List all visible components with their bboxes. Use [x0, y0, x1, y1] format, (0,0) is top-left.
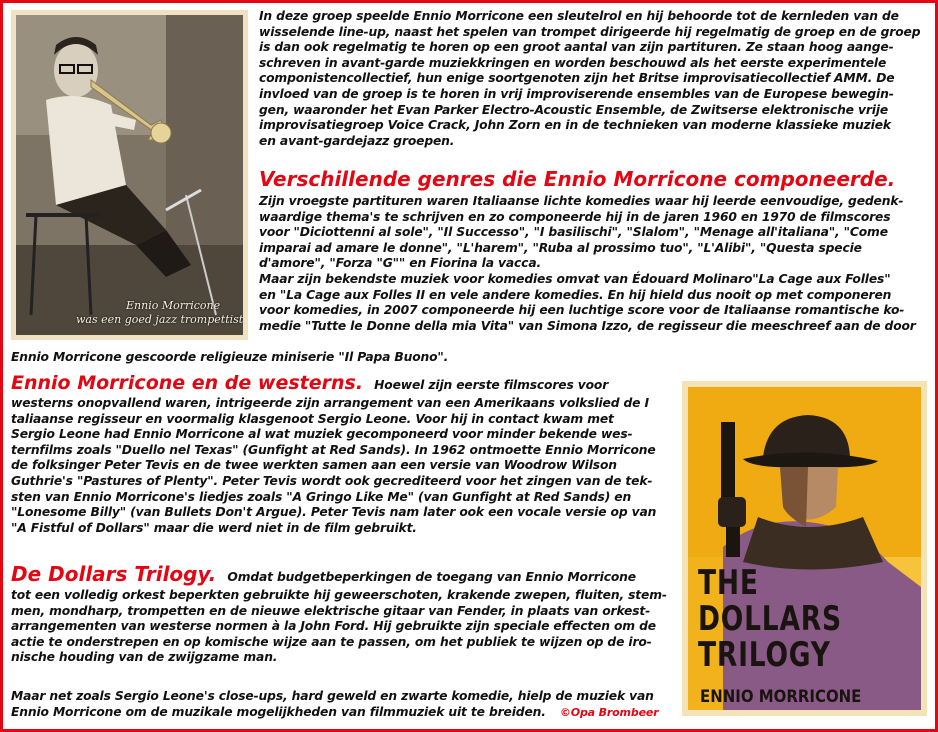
intro-line: improvisatiegroep Voice Crack, John Zorn en in de technieken van moderne klassieke muziek [259, 118, 891, 133]
westerns-line: Sergio Leone had Ennio Morricone al wat muziek gecomponeerd voor minder bekende wes- [11, 427, 633, 442]
dollars-line: actie te onderstrepen en op komische wijze aan te passen, om het publiek te wijzen op de iro- [11, 634, 652, 649]
closing-line2-row [11, 705, 679, 721]
genres-line: Zijn vroegste partituren waren Italiaanse lichte komedies waar hij leerde eenvoudige, gedenk- [259, 194, 904, 208]
closing-line2: Ennio Morricone om de muzikale mogelijkheden van filmmuziek uit te breiden. [11, 704, 546, 719]
closing-line1: Maar net zoals Sergio Leone's close-ups, hard geweld en zwarte komedie, hielp de muziek van [11, 689, 654, 703]
genres-line: waardige thema's te schrijven en zo componeerde hij in de jaren 1960 en 1970 de filmscores [259, 209, 891, 224]
westerns-line: taliaanse regisseur en voormalig klasgenoot Sergio Leone. Voor hij in contact kwam met [11, 411, 614, 426]
intro-paragraph [259, 9, 931, 149]
westerns-line: "Lonesome Billy" (van Bullets Don't Argue). Peter Tevis nam later ook een vocale versie op van [11, 505, 657, 520]
dollars-line: nische houding van de zwijgzame man. [11, 650, 278, 665]
intro-line: wisselende line-up, naast het spelen van trompet dirigeerde hij regelmatig de groep en de groep [259, 24, 921, 39]
genres-line: Ennio Morricone gescoorde religieuze miniserie "Il Papa Buono". [11, 350, 449, 364]
genres-line: medie "Tutte le Donne della mia Vita" van Simona Izzo, de regisseur die meeschreef aan de door [259, 318, 916, 333]
photo-image [16, 15, 243, 335]
intro-line: schreven in avant-garde muziekkringen en worden beschouwd als het eerste experimentele [259, 55, 887, 70]
westerns-line: "A Fistful of Dollars" maar die werd niet in de film gebruikt. [11, 520, 417, 535]
photo-caption-line1: Ennio Morricone [126, 299, 221, 312]
dollars-line: arrangementen van westerse normen à la John Ford. Hij gebruikte zijn speciale effecten om de [11, 619, 656, 634]
poster-subtitle: ENNIO MORRICONE [700, 687, 862, 707]
westerns-heading: Ennio Morricone en de westerns. [11, 372, 364, 394]
westerns-paragraph [11, 396, 679, 536]
poster-title-line2: DOLLARS [698, 599, 842, 639]
genres-line: en "La Cage aux Folles II en vele andere komedies. En hij hield dus nooit op met componeren [259, 287, 892, 302]
morricone-trumpet-photo [11, 10, 248, 340]
closing-paragraph [11, 689, 679, 720]
westerns-line: westerns onopvallend waren, intrigeerde zijn arrangement van een Amerikaans volkslied de I [11, 396, 649, 410]
dollars-heading-row [11, 561, 679, 587]
photo-caption-line2: was een goed jazz trompettist [76, 313, 243, 326]
copyright-mark: ©Opa Brombeer [559, 705, 659, 719]
intro-line: invloed van de groep is te horen in vrij improviserende ensembles van de Europese bewegin- [259, 86, 894, 101]
genres-line: voor komedies, in 2007 componeerde hij een luchtige score voor de Italiaanse romantische ko- [259, 303, 905, 318]
dollars-line: men, mondharp, trompetten en de nieuwe elektrische gitaar van Fender, in plaats van orkest- [11, 603, 651, 618]
westerns-first-line: Hoewel zijn eerste filmscores voor [374, 378, 609, 392]
dollars-first-line: Omdat budgetbeperkingen de toegang van Ennio Morricone [227, 570, 636, 584]
westerns-line: de folksinger Peter Tevis en de twee werkten samen aan een versie van Woodrow Wilson [11, 458, 617, 473]
genres-heading: Verschillende genres die Ennio Morricone componeerde. [259, 167, 896, 191]
poster-title-line1: THE [698, 563, 759, 603]
dollars-trilogy-poster [682, 381, 927, 716]
poster-image [688, 387, 921, 710]
genres-paragraph [259, 194, 931, 334]
trumpet-player-illustration [16, 15, 243, 335]
dollars-line: tot een volledig orkest beperkten gebruikte hij geweerschoten, krakende zwepen, fluiten, stem- [11, 588, 667, 602]
dollars-paragraph [11, 588, 679, 666]
westerns-line: Guthrie's "Pastures of Plenty". Peter Tevis wordt ook gecrediteerd voor het zingen van de tek- [11, 473, 653, 488]
genres-line: Maar zijn bekendste muziek voor komedies omvat van Édouard Molinaro"La Cage aux Folles" [259, 271, 891, 286]
westerns-heading-row [11, 371, 679, 395]
genres-line: d'amore", "Forza "G"" en Fiorina la vacca. [259, 256, 541, 271]
intro-line: en avant-gardejazz groepen. [259, 133, 455, 148]
westerns-line: ternfilms zoals "Duello nel Texas" (Gunfight at Red Sands). In 1962 ontmoette Ennio Morricone [11, 442, 656, 457]
genres-line: imparai ad amare le donne", "L'harem", "Ruba al prossimo tuo", "L'Alibi", "Questa specie [259, 240, 862, 255]
dollars-heading: De Dollars Trilogy. [11, 562, 217, 586]
intro-line: is dan ook regelmatig te horen op een groot aantal van zijn partituren. Ze staan hoog aange- [259, 40, 894, 55]
westerns-line: sten van Ennio Morricone's liedjes zoals "A Gringo Like Me" (van Gunfight at Red Sands) en [11, 489, 632, 504]
genres-last-line [11, 350, 911, 366]
genres-line: voor "Diciottenni al sole", "Il Successo", "I basilischi", "Slalom", "Menage all'italiana", "Come [259, 225, 888, 240]
intro-line: componistencollectief, hun enige soortgenoten zijn het Britse improvisatiecollectief AMM. De [259, 71, 895, 86]
poster-title [698, 563, 842, 675]
poster-title-line3: TRILOGY [698, 635, 831, 675]
intro-line: gen, waaronder het Evan Parker Electro-Acoustic Ensemble, de Zwitserse elektronische vrije [259, 102, 889, 117]
intro-line: In deze groep speelde Ennio Morricone een sleutelrol en hij behoorde tot de kernleden van de [259, 9, 899, 23]
photo-caption [76, 299, 243, 327]
